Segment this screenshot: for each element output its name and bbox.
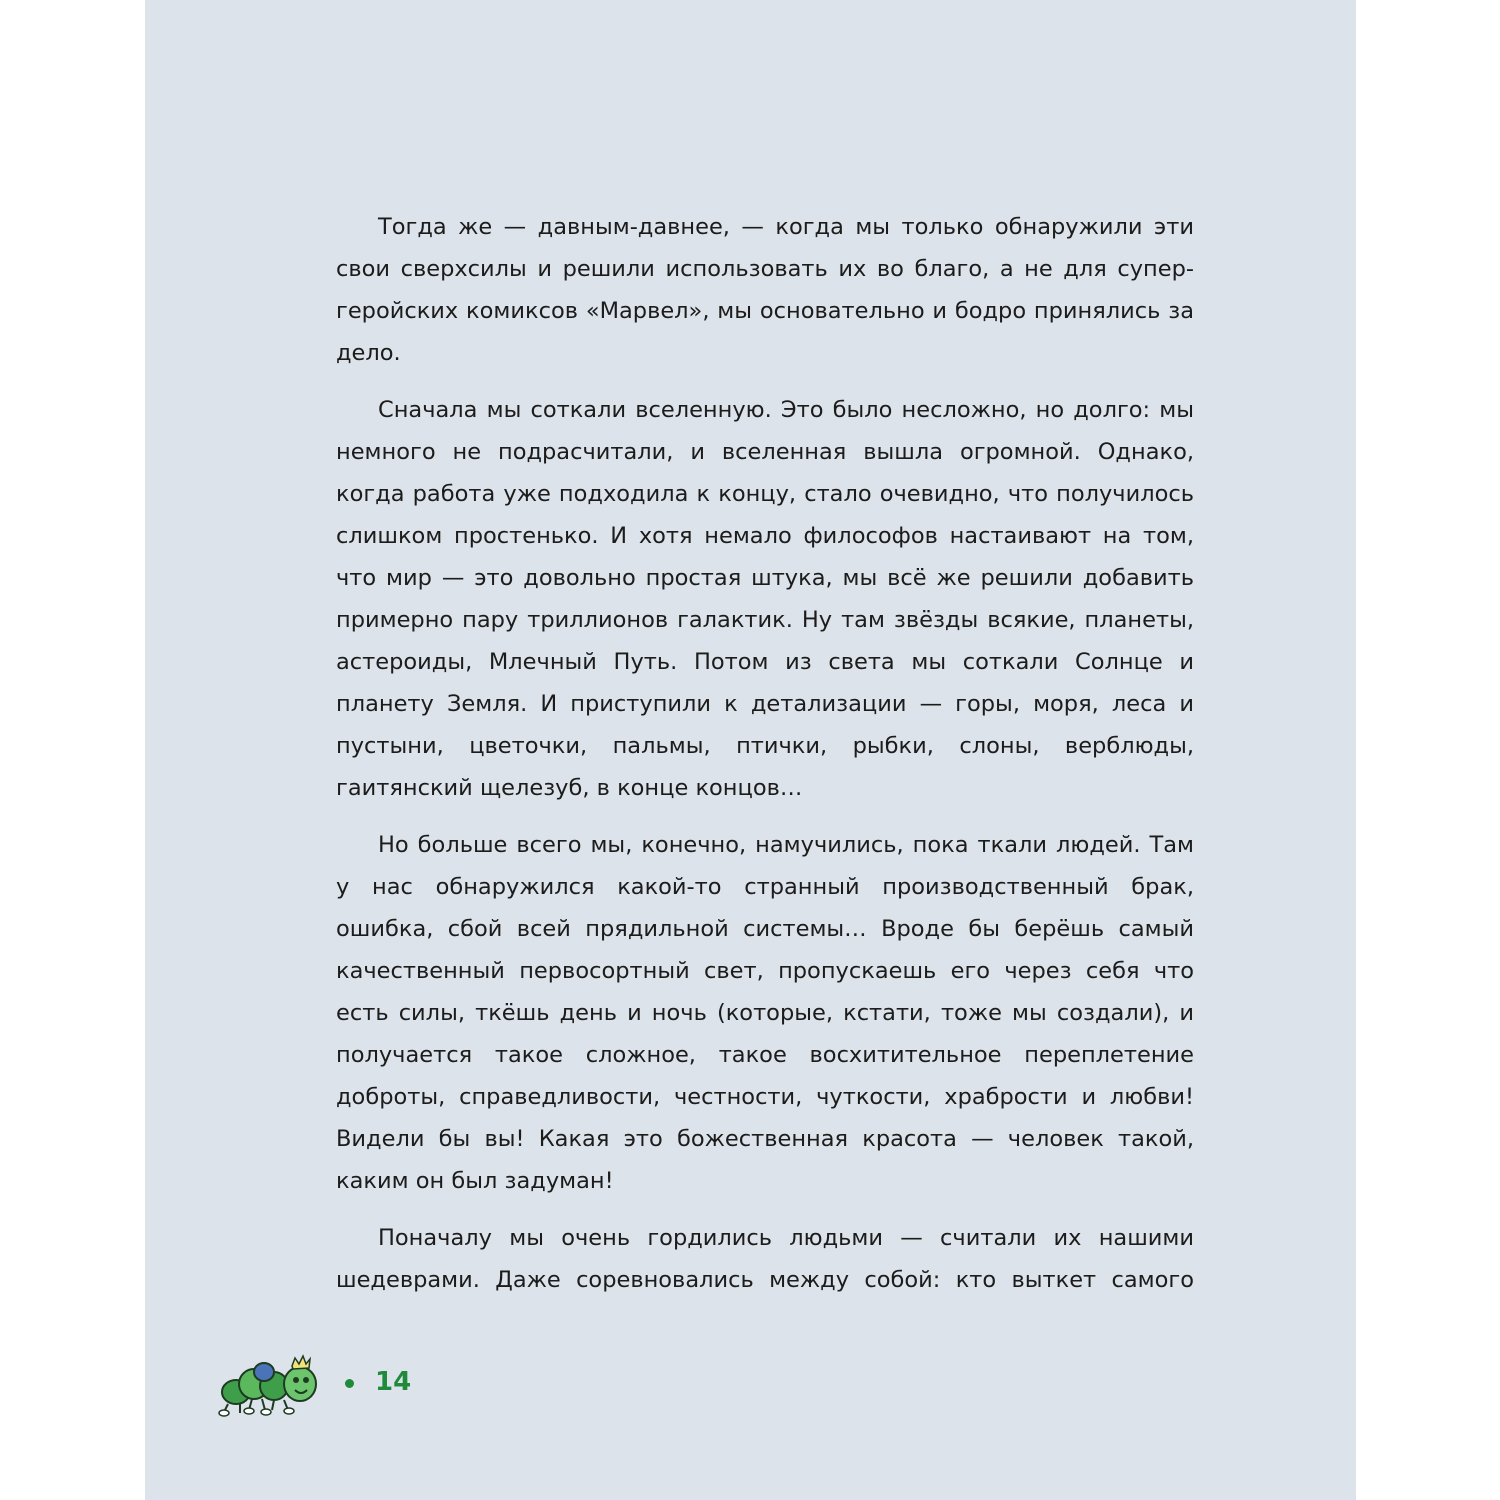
- body-text: [336, 206, 1194, 1316]
- paragraph-4: Поначалу мы очень гордились людьми — считали их нашими шедеврами. Даже соревновались между собой: кто выткет самого: [336, 1225, 1194, 1293]
- page-number: 14: [375, 1367, 412, 1397]
- page-footer: [218, 1352, 478, 1422]
- paragraph-1: Тогда же — давным-давнее, — когда мы только обнаружили эти свои сверхсилы и решили использовать их во благо, а не для супер-геройских комиксов «Марвел», мы основательно и бодро принялись за дело.: [336, 214, 1194, 366]
- paragraph-3: Но больше всего мы, конечно, намучились, пока ткали людей. Там у нас обнаружился какой-то странный производственный брак, ошибка, сбой всей прядильной системы… Вроде бы берёшь самый качественный первосортный свет, пропускаешь его через себя что есть силы, ткёшь день и ночь (которые, кстати, тоже мы создали), и получается такое сложное, такое восхитительное переплетение доброты, справедливости, честности, чуткости, храбрости и любви! Видели бы вы! Какая это божественная красота — человек такой, каким он был задуман!: [336, 832, 1194, 1194]
- caterpillar-mascot-icon: [218, 1352, 330, 1418]
- paragraph-2: Сначала мы соткали вселенную. Это было несложно, но долго: мы немного не подрасчитали, и вселенная вышла огромной. Однако, когда работа уже подходила к концу, стало очевидно, что получилось слишком простенько. И хотя немало философов настаивают на том, что мир — это довольно простая штука, мы всё же решили добавить примерно пару триллионов галактик. Ну там звёзды всякие, планеты, астероиды, Млечный Путь. Потом из света мы соткали Солнце и планету Земля. И приступили к детализации — горы, моря, леса и пустыни, цветочки, пальмы, птички, рыбки, слоны, верблюды, гаитянский щелезуб, в конце концов…: [336, 397, 1194, 801]
- bullet-dot: [345, 1379, 354, 1388]
